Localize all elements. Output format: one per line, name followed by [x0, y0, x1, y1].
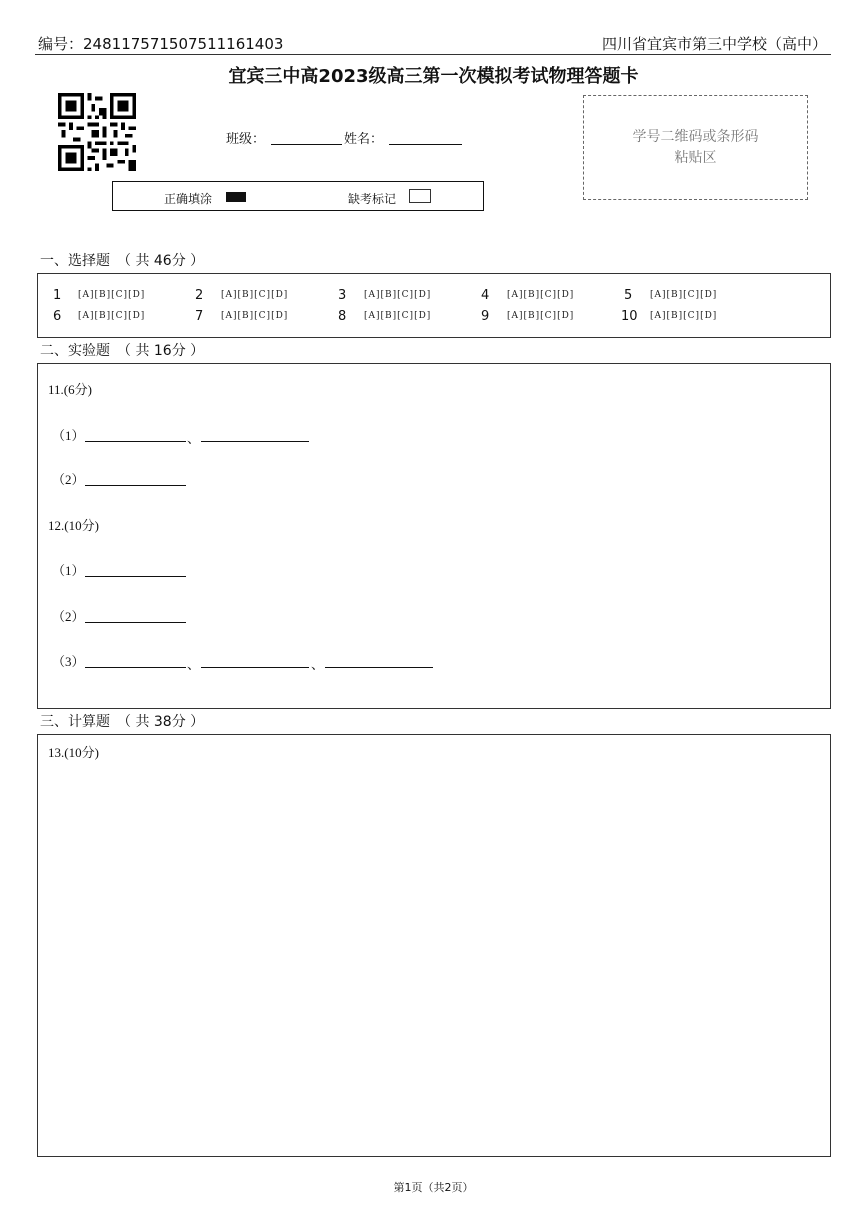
answer-options[interactable]: [A][B][C][D] — [221, 311, 289, 321]
q11-part2-label: （2） — [52, 472, 85, 487]
separator: 、 — [187, 658, 201, 673]
page-footer: 第1页（共2页） — [393, 1181, 474, 1194]
question-number: 3 — [338, 288, 347, 303]
q11-part1-blank1[interactable] — [85, 441, 186, 442]
experiment-answer-box — [37, 363, 831, 709]
answer-options[interactable]: [A][B][C][D] — [364, 290, 432, 300]
exam-code-label: 编号： — [38, 35, 84, 53]
fill-legend — [112, 181, 484, 211]
exam-code-value: 248117571507511161403 — [83, 35, 284, 53]
sticker-label-line1: 学号二维码或条形码 — [632, 129, 759, 145]
answer-options[interactable]: [A][B][C][D] — [507, 290, 575, 300]
q12-title: 12.(10分) — [48, 518, 99, 533]
question-number: 7 — [195, 309, 204, 324]
absent-mark-label: 缺考标记 — [348, 192, 397, 206]
answer-options[interactable]: [A][B][C][D] — [78, 311, 146, 321]
answer-options[interactable]: [A][B][C][D] — [507, 311, 575, 321]
answer-options[interactable]: [A][B][C][D] — [650, 311, 718, 321]
q12-part3-blank1[interactable] — [85, 667, 186, 668]
q12-part2-blank[interactable] — [85, 622, 186, 623]
qr-code-icon — [58, 93, 136, 171]
question-number: 9 — [481, 309, 490, 324]
choice-answer-box — [37, 273, 831, 338]
separator: 、 — [187, 432, 201, 447]
header-divider — [35, 54, 831, 55]
q12-part2-label: （2） — [52, 609, 85, 624]
question-number: 1 — [53, 288, 62, 303]
question-number: 8 — [338, 309, 347, 324]
section3-title: 三、计算题 （ 共 38分 ） — [40, 714, 205, 730]
q12-part1-label: （1） — [52, 563, 85, 578]
section1-title: 一、选择题 （ 共 46分 ） — [40, 253, 205, 269]
q11-part2-blank[interactable] — [85, 485, 186, 486]
name-field[interactable] — [389, 144, 462, 145]
q12-part3-label: （3） — [52, 654, 85, 669]
filled-example-label: 正确填涂 — [164, 192, 213, 206]
filled-bubble-example — [226, 192, 246, 202]
question-number: 6 — [53, 309, 62, 324]
answer-options[interactable]: [A][B][C][D] — [650, 290, 718, 300]
exam-code — [38, 33, 283, 54]
q12-part3-blank2[interactable] — [201, 667, 309, 668]
q11-part1-blank2[interactable] — [201, 441, 309, 442]
question-number: 2 — [195, 288, 204, 303]
absent-mark-box[interactable] — [409, 189, 431, 203]
sticker-label-line2: 粘贴区 — [674, 150, 717, 166]
class-label: 班级： — [226, 132, 266, 147]
q13-title: 13.(10分) — [48, 745, 99, 760]
separator: 、 — [311, 658, 325, 673]
page-title: 宜宾三中高2023级高三第一次模拟考试物理答题卡 — [228, 66, 639, 87]
answer-options[interactable]: [A][B][C][D] — [364, 311, 432, 321]
q11-part1-label: （1） — [52, 428, 85, 443]
section2-title: 二、实验题 （ 共 16分 ） — [40, 343, 205, 359]
q11-title: 11.(6分) — [48, 382, 92, 397]
school-name: 四川省宜宾市第三中学校（高中） — [601, 35, 827, 53]
barcode-sticker-area — [583, 95, 808, 200]
calculation-answer-box[interactable] — [37, 734, 831, 1157]
name-label: 姓名： — [344, 132, 384, 147]
question-number: 4 — [481, 288, 490, 303]
question-number: 5 — [624, 288, 633, 303]
answer-options[interactable]: [A][B][C][D] — [221, 290, 289, 300]
class-field[interactable] — [271, 144, 342, 145]
q12-part3-blank3[interactable] — [325, 667, 433, 668]
answer-options[interactable]: [A][B][C][D] — [78, 290, 146, 300]
question-number: 10 — [621, 309, 638, 324]
q12-part1-blank[interactable] — [85, 576, 186, 577]
